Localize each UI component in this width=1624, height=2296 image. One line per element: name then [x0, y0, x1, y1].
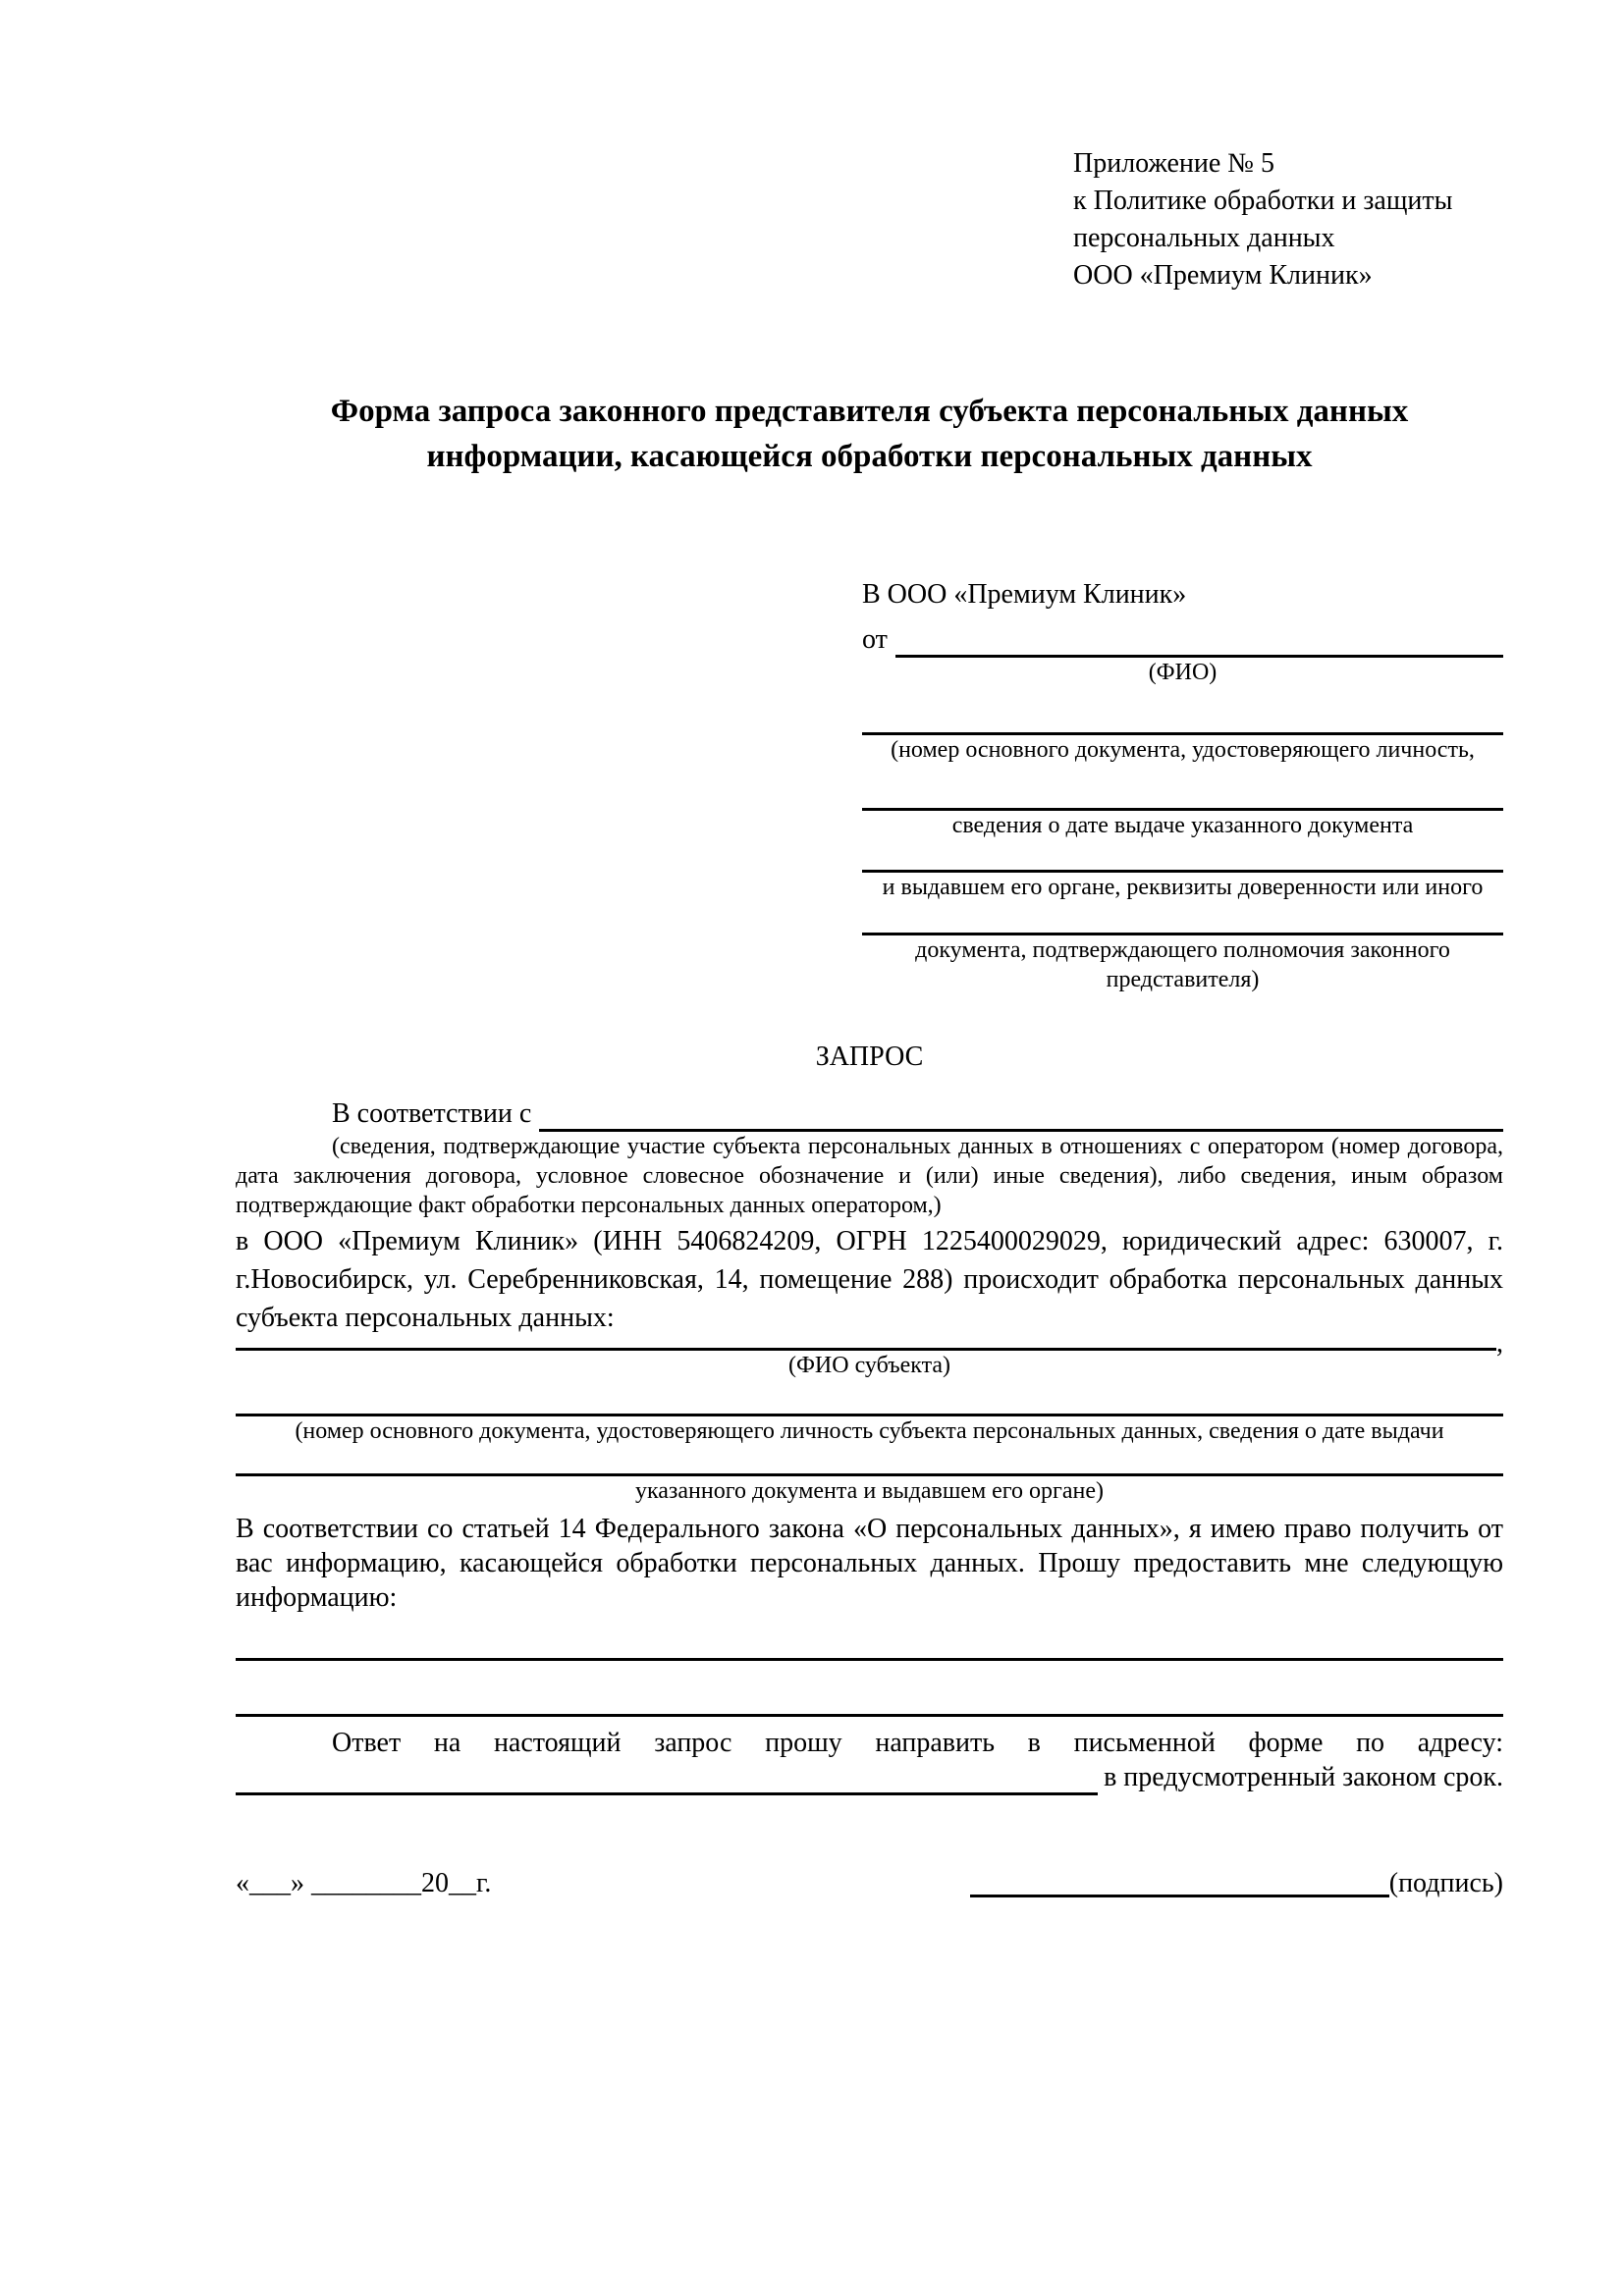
from-row [862, 620, 1503, 658]
page-title-line1: Форма запроса законного представителя субъекта персональных данных [330, 394, 1409, 429]
date-blank: «___» ________20__г. [236, 1868, 492, 1898]
representative-doc-caption: (номер основного документа, удостоверяющего личность, [891, 737, 1475, 763]
requested-info-blank-line [236, 1714, 1503, 1717]
reply-address-blank-line [236, 1792, 1098, 1795]
basis-row [236, 1096, 1503, 1132]
subject-fio-caption: (ФИО субъекта) [787, 1353, 951, 1378]
page-title [236, 389, 1503, 479]
page-title-line2: информации, касающейся обработки персональных данных [426, 439, 1313, 474]
subject-fio-line-suffix: , [1496, 1328, 1503, 1359]
operator-paragraph: в ООО «Премиум Клиник» (ИНН 5406824209, ОГРН 1225400029029, юридический адрес: 630007, г. г.Новосибирск, ул. Серебренниковская, 14, помещение 288) происходит обработка персональных данных субъекта персональных данных: [236, 1226, 1503, 1333]
document-content [236, 145, 1503, 1901]
subject-fio-row [236, 1328, 1503, 1359]
header-note-line: персональных данных [1073, 223, 1335, 253]
header-note-line: к Политике обработки и защиты [1073, 186, 1453, 216]
reply-request-tail: в предусмотренный законом срок. [1104, 1762, 1503, 1792]
representative-doc-caption: документа, подтверждающего полномочия законного представителя) [915, 937, 1450, 992]
request-heading: ЗАПРОС [815, 1041, 924, 1072]
footer-row [236, 1866, 1503, 1901]
representative-doc-caption: и выдавшем его органе, реквизиты доверенности или иного [882, 875, 1484, 900]
signature-blank-line [970, 1895, 1389, 1897]
reply-request-paragraph: Ответ на настоящий запрос прошу направить в письменной форме по адресу: [332, 1728, 1503, 1758]
basis-label: В соответствии с [332, 1098, 532, 1129]
requested-info-blank-line [236, 1658, 1503, 1661]
subject-doc-caption: указанного документа и выдавшем его органе) [634, 1478, 1105, 1504]
signature-group [970, 1866, 1503, 1901]
header-note-line: Приложение № 5 [1073, 148, 1274, 179]
header-note [1073, 145, 1503, 294]
representative-doc-caption: сведения о дате выдаче указанного документа [951, 813, 1414, 838]
addressee-organization: В ООО «Премиум Клиник» [862, 579, 1187, 610]
basis-caption: (сведения, подтверждающие участие субъекта персональных данных в отношениях с оператором (номер договора, дата заключения договора, условное словесное обозначение и (или) иные сведения), либо сведения, иным образом подтверждающие факт обработки персональных данных оператором,) [236, 1134, 1503, 1218]
fio-caption: (ФИО) [1148, 660, 1218, 685]
subject-doc-caption: (номер основного документа, удостоверяющего личность субъекта персональных данных, сведения о дате выдачи [295, 1418, 1444, 1444]
reply-address-row [236, 1762, 1503, 1795]
rights-paragraph: В соответствии со статьей 14 Федерального закона «О персональных данных», я имею право получить от вас информацию, касающейся обработки персональных данных. Прошу предоставить мне следующую информацию: [236, 1514, 1503, 1613]
from-label: от [862, 624, 888, 655]
header-note-line: ООО «Премиум Клиник» [1073, 260, 1373, 291]
addressee-block [862, 577, 1503, 994]
signature-caption: (подпись) [1388, 1868, 1503, 1898]
